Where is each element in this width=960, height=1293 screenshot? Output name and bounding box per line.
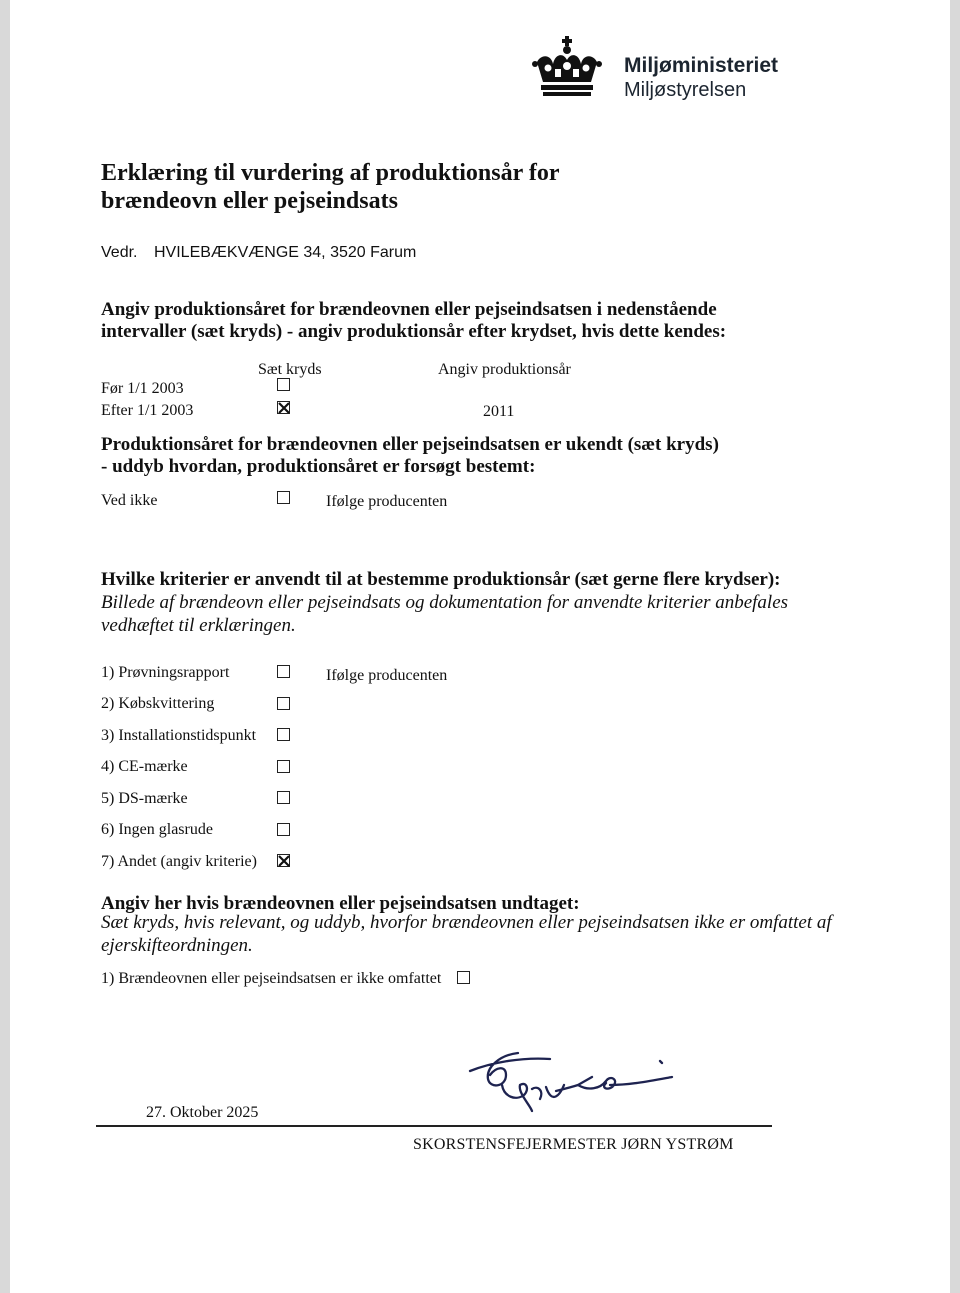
production-year-value[interactable]: 2011: [483, 403, 515, 420]
checkbox-exempt[interactable]: [457, 971, 470, 984]
section3-note-line2: vedhæftet til erklæringen.: [101, 615, 296, 636]
page-title-line2: brændeovn eller pejseindsats: [101, 188, 398, 214]
vedr-label: Vedr.: [101, 244, 138, 261]
ministry-name: Miljøministeriet: [624, 54, 779, 77]
check-mark-icon: [277, 401, 291, 415]
signature-line: [96, 1125, 772, 1127]
signer-name: SKORSTENSFEJERMESTER JØRN YSTRØM: [413, 1136, 734, 1153]
check-mark-icon: [277, 854, 291, 868]
criteria-label: 4) CE-mærke: [101, 758, 188, 775]
page-title-line1: Erklæring til vurdering af produktionsår for: [101, 160, 560, 186]
section4-note-line2: ejerskifteordningen.: [101, 935, 253, 956]
section3-heading: Hvilke kriterier er anvendt til at bestemme produktionsår (sæt gerne flere krydser):: [101, 569, 781, 590]
document-page: [10, 0, 950, 1293]
criteria-checkbox[interactable]: [277, 697, 290, 710]
section2-heading-line1: Produktionsåret for brændeovnen eller pejseindsatsen er ukendt (sæt kryds): [101, 434, 719, 455]
column-header-year: Angiv produktionsår: [438, 361, 571, 378]
section2-heading-line2: - uddyb hvordan, produktionsåret er forsøgt bestemt:: [101, 456, 536, 477]
crown-icon: [531, 36, 603, 98]
criteria-label: 2) Købskvittering: [101, 695, 215, 712]
agency-name: Miljøstyrelsen: [624, 79, 747, 101]
criteria-label: 1) Prøvningsrapport: [101, 664, 230, 681]
checkbox-before-2003[interactable]: [277, 378, 290, 391]
criteria-checkbox[interactable]: [277, 791, 290, 804]
section1-heading-line2: intervaller (sæt kryds) - angiv produktionsår efter krydset, hvis dette kendes:: [101, 321, 727, 342]
exempt-label: 1) Brændeovnen eller pejseindsatsen er ikke omfattet: [101, 970, 442, 987]
criteria-label: 3) Installationstidspunkt: [101, 727, 257, 744]
section4-heading: Angiv her hvis brændeovnen eller pejseindsatsen undtaget:: [101, 893, 580, 914]
section3-note-line1: Billede af brændeovn eller pejseindsats og dokumentation for anvendte kriterier anbefales: [101, 592, 789, 613]
signature-date: 27. Oktober 2025: [146, 1104, 259, 1121]
criteria-checkbox[interactable]: [277, 823, 290, 836]
row-label-before-2003: Før 1/1 2003: [101, 380, 184, 397]
section1-heading-line1: Angiv produktionsåret for brændeovnen eller pejseindsatsen i nedenstående: [101, 299, 717, 320]
criteria-checkbox[interactable]: [277, 854, 290, 867]
criteria-checkbox[interactable]: [277, 728, 290, 741]
criteria-label: 7) Andet (angiv kriterie): [101, 853, 257, 870]
address: HVILEBÆKVÆNGE 34, 3520 Farum: [154, 244, 417, 261]
column-header-check: Sæt kryds: [258, 361, 322, 378]
row-label-after-2003: Efter 1/1 2003: [101, 402, 194, 419]
checkbox-unknown[interactable]: [277, 491, 290, 504]
section4-note-line1: Sæt kryds, hvis relevant, og uddyb, hvorfor brændeovnen eller pejseindsatsen ikke er omfattet af: [101, 912, 832, 933]
unknown-label: Ved ikke: [101, 492, 158, 509]
checkbox-after-2003[interactable]: [277, 401, 290, 414]
criteria-checkbox[interactable]: [277, 665, 290, 678]
criteria-label: 6) Ingen glasrude: [101, 821, 213, 838]
criteria-side-note[interactable]: Ifølge producenten: [326, 667, 448, 684]
handwritten-signature: [460, 1045, 680, 1115]
criteria-label: 5) DS-mærke: [101, 790, 188, 807]
criteria-checkbox[interactable]: [277, 760, 290, 773]
unknown-explanation[interactable]: Ifølge producenten: [326, 493, 448, 510]
